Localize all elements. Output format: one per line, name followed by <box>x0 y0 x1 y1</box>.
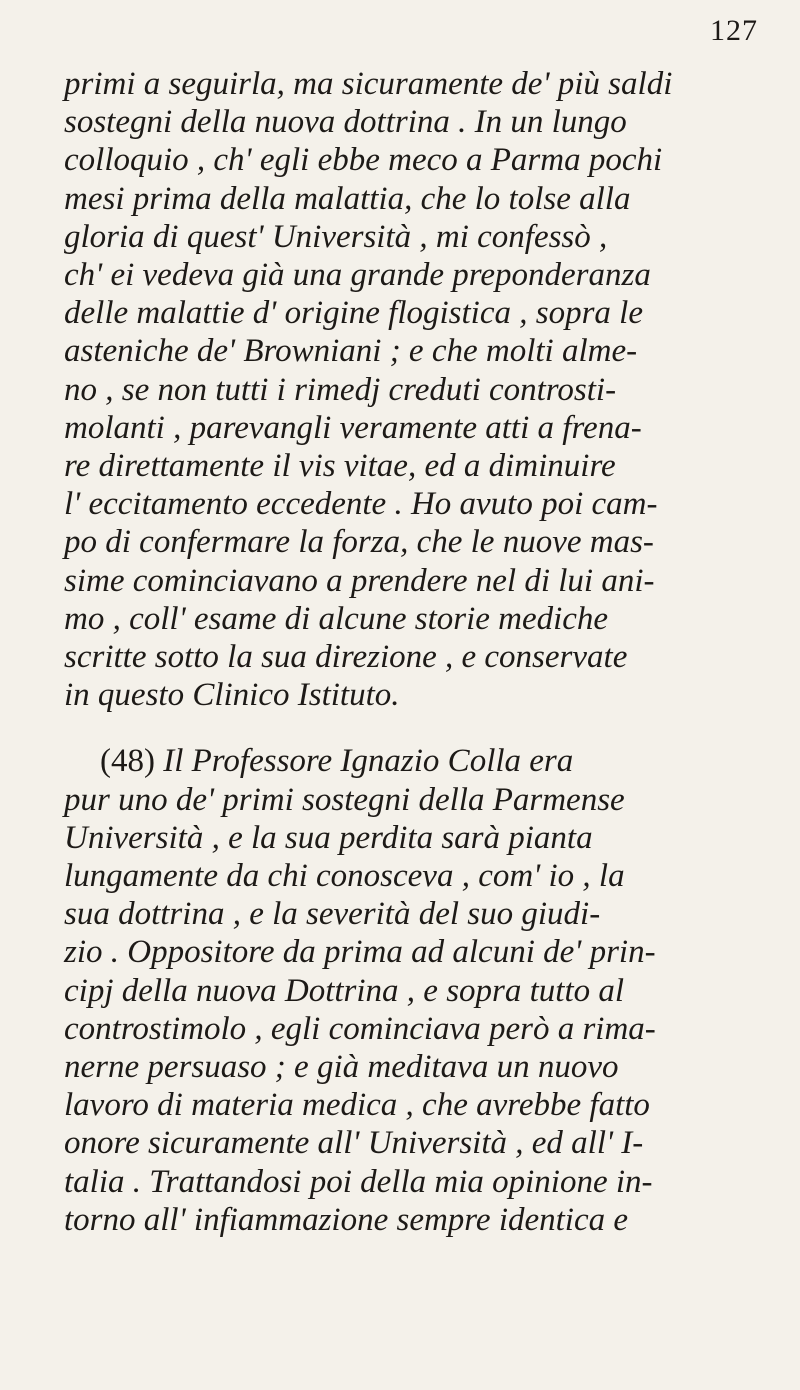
text-line: sime cominciavano a prendere nel di lui ani- <box>64 562 655 599</box>
note-number: (48) <box>100 743 155 780</box>
text-line: mo , coll' esame di alcune storie mediche <box>64 600 609 637</box>
text-line: sostegni della nuova dottrina . In un lungo <box>64 104 627 141</box>
text-line: in questo Clinico Istituto. <box>64 677 400 714</box>
note-first-line-text: Il Professore Ignazio Colla era <box>163 743 574 780</box>
text-line: l' eccitamento eccedente . Ho avuto poi cam- <box>64 486 658 523</box>
text-line: torno all' infiammazione sempre identica e <box>64 1201 629 1238</box>
text-line: re direttamente il vis vitae, ed a diminuire <box>64 448 616 485</box>
text-line: lavoro di materia medica , che avrebbe fatto <box>64 1087 650 1124</box>
note-first-line <box>64 742 769 780</box>
text-line: mesi prima della malattia, che lo tolse alla <box>64 180 631 217</box>
text-line: talia . Trattandosi poi della mia opinione in- <box>64 1163 653 1200</box>
text-line: asteniche de' Browniani ; e che molti alme- <box>64 333 638 370</box>
text-line: po di confermare la forza, che le nuove mas- <box>64 524 654 561</box>
page-number: 127 <box>710 14 758 47</box>
text-line: primi a seguirla, ma sicuramente de' più saldi <box>64 66 673 102</box>
text-line: nerne persuaso ; e già meditava un nuovo <box>64 1049 619 1086</box>
text-line: scritte sotto la sua direzione , e conservate <box>64 639 628 676</box>
text-line: molanti , parevangli veramente atti a frena- <box>64 409 642 446</box>
text-line: controstimolo , egli cominciava però a rima- <box>64 1010 656 1047</box>
text-line: pur uno de' primi sostegni della Parmense <box>64 781 625 818</box>
text-line: cipj della nuova Dottrina , e sopra tutto al <box>64 972 625 1009</box>
text-line: sua dottrina , e la severità del suo giudi- <box>64 896 601 933</box>
text-line: lungamente da chi conosceva , com' io , la <box>64 858 625 895</box>
paragraph-1 <box>64 65 769 714</box>
text-line: gloria di quest' Università , mi confessò , <box>64 218 608 255</box>
paragraph-2 <box>64 742 769 1239</box>
text-line: zio . Oppositore da prima ad alcuni de' prin- <box>64 934 656 971</box>
text-line: no , se non tutti i rimedj creduti controsti- <box>64 371 617 408</box>
text-block <box>64 65 769 1239</box>
text-line: onore sicuramente all' Università , ed all' I- <box>64 1125 644 1162</box>
text-line: ch' ei vedeva già una grande preponderanza <box>64 257 651 294</box>
paragraph-gap <box>64 714 769 742</box>
text-line: delle malattie d' origine flogistica , sopra le <box>64 295 643 332</box>
text-line: Università , e la sua perdita sarà pianta <box>64 819 593 856</box>
text-line: colloquio , ch' egli ebbe meco a Parma pochi <box>64 142 663 179</box>
